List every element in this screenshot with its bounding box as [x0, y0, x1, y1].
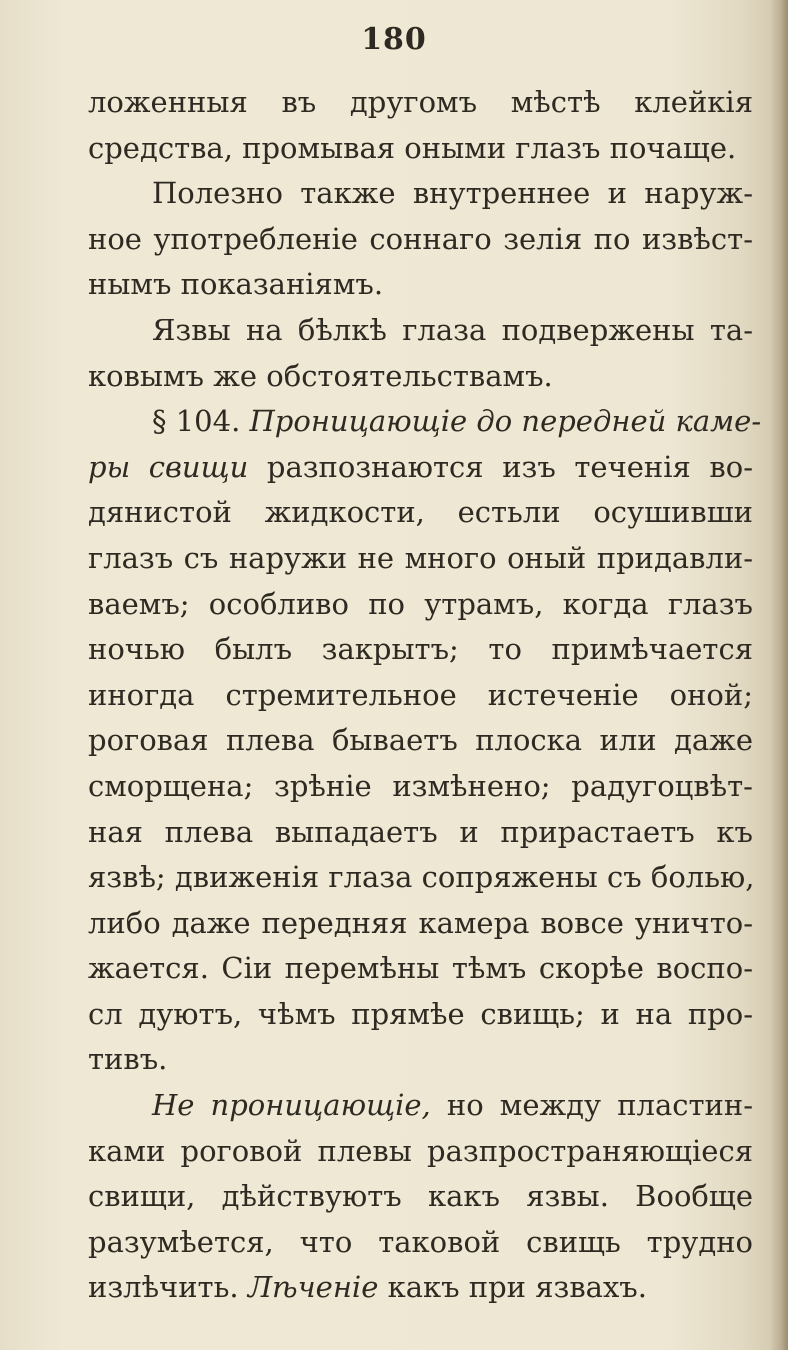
text-line: тивъ.: [88, 1042, 168, 1077]
italic-text-span: ры свищи: [88, 449, 249, 484]
text-line: свищи, дѣйствуютъ какъ язвы. Вообще: [88, 1179, 753, 1214]
text-line: ложенныя въ другомъ мѣстѣ клейкія: [88, 85, 753, 119]
text-line: Полезно также внутреннее и наруж-: [152, 176, 753, 211]
text-line: дянистой жидкости, естьли осушивши: [88, 495, 753, 530]
text-line: ковымъ же обстоятельствамъ.: [88, 358, 553, 393]
page-binding-shadow: [770, 0, 788, 1350]
text-line: [88, 399, 762, 445]
italic-text-span: Проницающіе до передней каме-: [249, 404, 762, 439]
text-line: ками роговой плевы разпространяющіеся: [88, 1133, 753, 1168]
text-line: Язвы на бѣлкѣ глаза подвержены та-: [152, 312, 753, 347]
text-span: § 104.: [152, 404, 250, 439]
text-line: сморщена; зрѣніе измѣнено; радугоцвѣт-: [88, 768, 753, 803]
text-span: излѣчить.: [88, 1270, 248, 1305]
text-line: жается. Сіи перемѣны тѣмъ скорѣе воспо-: [88, 951, 753, 986]
text-span: какъ при язвахъ.: [378, 1270, 647, 1305]
text-line: [88, 445, 753, 491]
text-line: либо даже передняя камера вовсе уничто-: [88, 905, 753, 940]
text-line: иногда стремительное истеченіе оной;: [88, 677, 753, 712]
text-line: [88, 1083, 753, 1129]
text-line: ваемъ; особливо по утрамъ, когда глазъ: [88, 586, 753, 621]
text-line: ная плева выпадаетъ и прирастаетъ къ: [88, 814, 753, 849]
text-line: разумѣется, что таковой свищь трудно: [88, 1224, 753, 1259]
page-body-text: [88, 80, 762, 1311]
text-line: [88, 1265, 753, 1311]
text-line: ночью былъ закрытъ; то примѣчается: [88, 632, 753, 667]
text-line: язвѣ; движенія глаза сопряжены съ болью,: [88, 860, 755, 895]
page-number: 180: [361, 22, 427, 57]
italic-text-span: Лѣченіе: [247, 1270, 379, 1305]
text-span: но между пластин-: [430, 1088, 753, 1123]
italic-text-span: Не проницающіе,: [152, 1088, 431, 1123]
text-line: средства, промывая оными глазъ почаще.: [88, 130, 737, 165]
text-line: сл дуютъ, чѣмъ прямѣе свищь; и на про-: [88, 996, 753, 1031]
text-line: нымъ показаніямъ.: [88, 267, 384, 302]
text-line: глазъ съ наружи не много оный придавли-: [88, 540, 753, 575]
text-line: роговая плева бываетъ плоска или даже: [88, 723, 753, 758]
text-line: ное употребленіе соннаго зелія по извѣст-: [88, 221, 753, 256]
text-span: разпознаются изъ теченія во-: [248, 449, 753, 484]
